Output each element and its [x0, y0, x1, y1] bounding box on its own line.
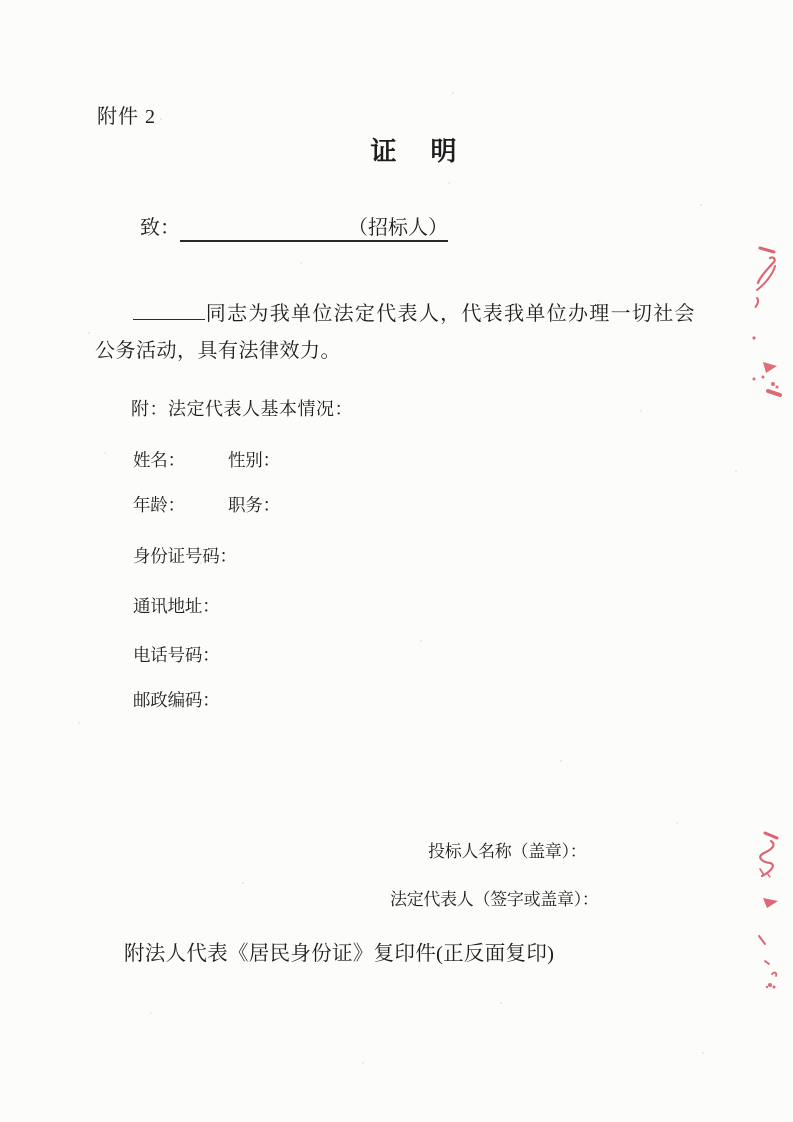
- declaration-text: 同志为我单位法定代表人，代表我单位办理一切社会公务活动，具有法律效力。: [95, 303, 695, 362]
- red-ink-mark-bottom-icon: [746, 828, 792, 993]
- representative-name-blank-field: [133, 319, 205, 320]
- recipient-label: （招标人）: [348, 217, 448, 239]
- basic-info-heading: 附：法定代表人基本情况：: [131, 399, 353, 419]
- field-label-name: 姓名：: [133, 450, 185, 470]
- field-row-name-gender: [133, 447, 280, 472]
- document-title: 证 明: [370, 137, 461, 166]
- field-label-postal-code: 邮政编码：: [133, 690, 220, 710]
- red-ink-mark-top-icon: [746, 242, 792, 398]
- field-label-address: 通讯地址：: [133, 596, 220, 616]
- field-label-phone: 电话号码：: [133, 645, 220, 665]
- field-row-age-position: [133, 492, 280, 517]
- attachment-number-label: 附件 2: [97, 106, 156, 128]
- legal-representative-signature-label: 法定代表人（签字或盖章）：: [390, 890, 599, 909]
- id-copy-attachment-note: 附法人代表《居民身份证》复印件(正反面复印): [124, 943, 555, 965]
- field-label-age: 年龄：: [133, 495, 185, 515]
- field-label-gender: 性别：: [228, 450, 280, 470]
- scanner-noise-specks: [0, 0, 2, 2]
- salutation-line: [140, 215, 448, 242]
- recipient-blank-field: [180, 233, 348, 234]
- salutation-underline: [180, 216, 448, 242]
- declaration-paragraph: [95, 296, 695, 370]
- field-label-position: 职务：: [228, 495, 280, 515]
- bidder-seal-label: 投标人名称（盖章）：: [428, 842, 587, 861]
- salutation-prefix: 致：: [140, 217, 180, 239]
- field-label-id-number: 身份证号码：: [133, 546, 237, 566]
